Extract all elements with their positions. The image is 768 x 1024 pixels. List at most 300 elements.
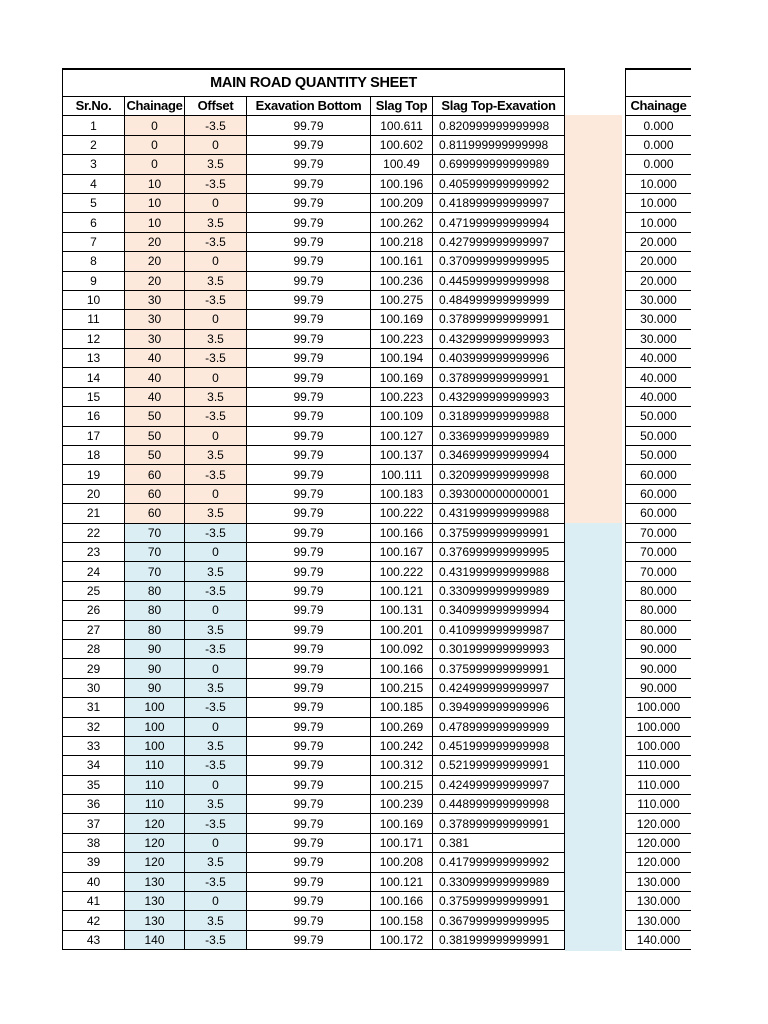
slag-top-cell[interactable]: 100.137 [371,446,433,465]
offset-cell[interactable]: -3.5 [185,756,247,775]
exavation-bottom-cell[interactable]: 99.79 [247,659,371,678]
exavation-bottom-cell[interactable]: 99.79 [247,232,371,251]
offset-cell[interactable]: 3.5 [185,853,247,872]
offset-cell[interactable]: 3.5 [185,213,247,232]
offset-cell[interactable]: 3.5 [185,562,247,581]
chainage-cell[interactable]: 120 [125,833,185,852]
right-chainage-cell[interactable]: 70.000 [626,542,692,561]
slag-top-cell[interactable]: 100.196 [371,174,433,193]
slag-top-cell[interactable]: 100.49 [371,155,433,174]
sr-no-cell[interactable]: 23 [63,542,125,561]
slag-top-cell[interactable]: 100.611 [371,116,433,135]
slag-top-cell[interactable]: 100.209 [371,193,433,212]
slag-top-exavation-cell[interactable]: 0.336999999999989 [433,426,565,445]
slag-top-cell[interactable]: 100.239 [371,795,433,814]
right-chainage-cell[interactable]: 80.000 [626,581,692,600]
offset-cell[interactable]: 3.5 [185,504,247,523]
exavation-bottom-cell[interactable]: 99.79 [247,911,371,930]
slag-top-exavation-cell[interactable]: 0.301999999999993 [433,639,565,658]
slag-top-exavation-cell[interactable]: 0.451999999999998 [433,736,565,755]
chainage-cell[interactable]: 0 [125,135,185,154]
offset-cell[interactable]: 0 [185,659,247,678]
slag-top-cell[interactable]: 100.111 [371,465,433,484]
slag-top-exavation-cell[interactable]: 0.330999999999989 [433,872,565,891]
chainage-cell[interactable]: 80 [125,601,185,620]
slag-top-exavation-cell[interactable]: 0.376999999999995 [433,542,565,561]
sr-no-cell[interactable]: 30 [63,678,125,697]
slag-top-exavation-cell[interactable]: 0.448999999999998 [433,795,565,814]
header-offset[interactable]: Offset [185,97,247,116]
slag-top-cell[interactable]: 100.172 [371,930,433,949]
sr-no-cell[interactable]: 21 [63,504,125,523]
sr-no-cell[interactable]: 24 [63,562,125,581]
slag-top-exavation-cell[interactable]: 0.375999999999991 [433,659,565,678]
right-chainage-cell[interactable]: 110.000 [626,756,692,775]
offset-cell[interactable]: -3.5 [185,232,247,251]
right-chainage-cell[interactable]: 60.000 [626,484,692,503]
slag-top-cell[interactable]: 100.218 [371,232,433,251]
offset-cell[interactable]: 3.5 [185,736,247,755]
offset-cell[interactable]: 0 [185,426,247,445]
sr-no-cell[interactable]: 33 [63,736,125,755]
exavation-bottom-cell[interactable]: 99.79 [247,678,371,697]
right-chainage-cell[interactable]: 110.000 [626,775,692,794]
slag-top-exavation-cell[interactable]: 0.381 [433,833,565,852]
right-chainage-cell[interactable]: 20.000 [626,232,692,251]
slag-top-exavation-cell[interactable]: 0.445999999999998 [433,271,565,290]
chainage-cell[interactable]: 40 [125,349,185,368]
offset-cell[interactable]: 0 [185,717,247,736]
sr-no-cell[interactable]: 20 [63,484,125,503]
sr-no-cell[interactable]: 41 [63,892,125,911]
exavation-bottom-cell[interactable]: 99.79 [247,601,371,620]
right-chainage-cell[interactable]: 130.000 [626,872,692,891]
sheet-title[interactable]: MAIN ROAD QUANTITY SHEET [63,69,565,97]
right-chainage-cell[interactable]: 80.000 [626,620,692,639]
slag-top-exavation-cell[interactable]: 0.346999999999994 [433,446,565,465]
right-chainage-cell[interactable]: 0.000 [626,116,692,135]
offset-cell[interactable]: -3.5 [185,581,247,600]
sr-no-cell[interactable]: 7 [63,232,125,251]
right-chainage-cell[interactable]: 50.000 [626,407,692,426]
chainage-cell[interactable]: 140 [125,930,185,949]
right-chainage-cell[interactable]: 140.000 [626,930,692,949]
chainage-cell[interactable]: 70 [125,523,185,542]
exavation-bottom-cell[interactable]: 99.79 [247,562,371,581]
exavation-bottom-cell[interactable]: 99.79 [247,523,371,542]
slag-top-cell[interactable]: 100.167 [371,542,433,561]
slag-top-exavation-cell[interactable]: 0.417999999999992 [433,853,565,872]
slag-top-cell[interactable]: 100.166 [371,892,433,911]
sr-no-cell[interactable]: 17 [63,426,125,445]
slag-top-exavation-cell[interactable]: 0.431999999999988 [433,562,565,581]
slag-top-exavation-cell[interactable]: 0.403999999999996 [433,349,565,368]
slag-top-exavation-cell[interactable]: 0.432999999999993 [433,387,565,406]
sr-no-cell[interactable]: 15 [63,387,125,406]
exavation-bottom-cell[interactable]: 99.79 [247,271,371,290]
sr-no-cell[interactable]: 9 [63,271,125,290]
chainage-cell[interactable]: 90 [125,639,185,658]
sr-no-cell[interactable]: 3 [63,155,125,174]
header-slag-top[interactable]: Slag Top [371,97,433,116]
right-chainage-cell[interactable]: 90.000 [626,639,692,658]
slag-top-cell[interactable]: 100.158 [371,911,433,930]
exavation-bottom-cell[interactable]: 99.79 [247,833,371,852]
sr-no-cell[interactable]: 18 [63,446,125,465]
right-chainage-cell[interactable]: 130.000 [626,911,692,930]
chainage-cell[interactable]: 10 [125,213,185,232]
right-chainage-cell[interactable]: 10.000 [626,174,692,193]
slag-top-cell[interactable]: 100.242 [371,736,433,755]
exavation-bottom-cell[interactable]: 99.79 [247,504,371,523]
offset-cell[interactable]: 0 [185,135,247,154]
exavation-bottom-cell[interactable]: 99.79 [247,426,371,445]
right-chainage-cell[interactable]: 70.000 [626,562,692,581]
sr-no-cell[interactable]: 16 [63,407,125,426]
offset-cell[interactable]: 3.5 [185,329,247,348]
right-chainage-cell[interactable]: 20.000 [626,252,692,271]
slag-top-cell[interactable]: 100.092 [371,639,433,658]
offset-cell[interactable]: -3.5 [185,698,247,717]
sr-no-cell[interactable]: 8 [63,252,125,271]
slag-top-exavation-cell[interactable]: 0.340999999999994 [433,601,565,620]
slag-top-exavation-cell[interactable]: 0.330999999999989 [433,581,565,600]
sr-no-cell[interactable]: 28 [63,639,125,658]
chainage-cell[interactable]: 30 [125,310,185,329]
slag-top-exavation-cell[interactable]: 0.521999999999991 [433,756,565,775]
slag-top-cell[interactable]: 100.215 [371,775,433,794]
slag-top-exavation-cell[interactable]: 0.418999999999997 [433,193,565,212]
slag-top-exavation-cell[interactable]: 0.378999999999991 [433,814,565,833]
chainage-cell[interactable]: 10 [125,174,185,193]
slag-top-cell[interactable]: 100.169 [371,814,433,833]
chainage-cell[interactable]: 40 [125,368,185,387]
sr-no-cell[interactable]: 29 [63,659,125,678]
slag-top-cell[interactable]: 100.109 [371,407,433,426]
exavation-bottom-cell[interactable]: 99.79 [247,853,371,872]
offset-cell[interactable]: 0 [185,892,247,911]
exavation-bottom-cell[interactable]: 99.79 [247,329,371,348]
slag-top-cell[interactable]: 100.169 [371,310,433,329]
sr-no-cell[interactable]: 5 [63,193,125,212]
slag-top-cell[interactable]: 100.166 [371,659,433,678]
exavation-bottom-cell[interactable]: 99.79 [247,795,371,814]
offset-cell[interactable]: 0 [185,252,247,271]
offset-cell[interactable]: -3.5 [185,523,247,542]
offset-cell[interactable]: -3.5 [185,174,247,193]
slag-top-cell[interactable]: 100.275 [371,290,433,309]
slag-top-exavation-cell[interactable]: 0.471999999999994 [433,213,565,232]
exavation-bottom-cell[interactable]: 99.79 [247,213,371,232]
slag-top-cell[interactable]: 100.602 [371,135,433,154]
right-chainage-cell[interactable]: 0.000 [626,135,692,154]
chainage-cell[interactable]: 70 [125,562,185,581]
slag-top-exavation-cell[interactable]: 0.431999999999988 [433,504,565,523]
exavation-bottom-cell[interactable]: 99.79 [247,446,371,465]
right-chainage-cell[interactable]: 20.000 [626,271,692,290]
sr-no-cell[interactable]: 40 [63,872,125,891]
slag-top-exavation-cell[interactable]: 0.405999999999992 [433,174,565,193]
offset-cell[interactable]: -3.5 [185,465,247,484]
slag-top-cell[interactable]: 100.185 [371,698,433,717]
chainage-cell[interactable]: 80 [125,581,185,600]
offset-cell[interactable]: 3.5 [185,446,247,465]
exavation-bottom-cell[interactable]: 99.79 [247,252,371,271]
chainage-cell[interactable]: 120 [125,814,185,833]
slag-top-cell[interactable]: 100.269 [371,717,433,736]
exavation-bottom-cell[interactable]: 99.79 [247,290,371,309]
chainage-cell[interactable]: 70 [125,542,185,561]
chainage-cell[interactable]: 30 [125,290,185,309]
slag-top-exavation-cell[interactable]: 0.484999999999999 [433,290,565,309]
offset-cell[interactable]: 0 [185,193,247,212]
right-chainage-cell[interactable]: 120.000 [626,833,692,852]
right-chainage-cell[interactable]: 60.000 [626,504,692,523]
chainage-cell[interactable]: 90 [125,678,185,697]
slag-top-exavation-cell[interactable]: 0.394999999999996 [433,698,565,717]
sr-no-cell[interactable]: 10 [63,290,125,309]
chainage-cell[interactable]: 40 [125,387,185,406]
sr-no-cell[interactable]: 22 [63,523,125,542]
offset-cell[interactable]: 3.5 [185,795,247,814]
slag-top-cell[interactable]: 100.121 [371,581,433,600]
exavation-bottom-cell[interactable]: 99.79 [247,581,371,600]
right-chainage-cell[interactable]: 30.000 [626,310,692,329]
chainage-cell[interactable]: 100 [125,736,185,755]
slag-top-exavation-cell[interactable]: 0.393000000000001 [433,484,565,503]
right-chainage-cell[interactable]: 30.000 [626,329,692,348]
chainage-cell[interactable]: 50 [125,426,185,445]
sr-no-cell[interactable]: 35 [63,775,125,794]
header-chainage[interactable]: Chainage [125,97,185,116]
exavation-bottom-cell[interactable]: 99.79 [247,639,371,658]
sr-no-cell[interactable]: 38 [63,833,125,852]
exavation-bottom-cell[interactable]: 99.79 [247,698,371,717]
offset-cell[interactable]: -3.5 [185,639,247,658]
offset-cell[interactable]: -3.5 [185,930,247,949]
right-chainage-cell[interactable]: 120.000 [626,814,692,833]
slag-top-cell[interactable]: 100.215 [371,678,433,697]
exavation-bottom-cell[interactable]: 99.79 [247,814,371,833]
chainage-cell[interactable]: 100 [125,698,185,717]
right-chainage-cell[interactable]: 130.000 [626,892,692,911]
right-chainage-cell[interactable]: 40.000 [626,387,692,406]
offset-cell[interactable]: 0 [185,368,247,387]
sr-no-cell[interactable]: 4 [63,174,125,193]
sr-no-cell[interactable]: 37 [63,814,125,833]
right-chainage-cell[interactable]: 50.000 [626,446,692,465]
right-chainage-cell[interactable]: 100.000 [626,736,692,755]
slag-top-exavation-cell[interactable]: 0.820999999999998 [433,116,565,135]
offset-cell[interactable]: 3.5 [185,620,247,639]
chainage-cell[interactable]: 60 [125,465,185,484]
exavation-bottom-cell[interactable]: 99.79 [247,407,371,426]
exavation-bottom-cell[interactable]: 99.79 [247,465,371,484]
exavation-bottom-cell[interactable]: 99.79 [247,116,371,135]
offset-cell[interactable]: -3.5 [185,349,247,368]
offset-cell[interactable]: 3.5 [185,271,247,290]
chainage-cell[interactable]: 20 [125,271,185,290]
chainage-cell[interactable]: 130 [125,872,185,891]
chainage-cell[interactable]: 110 [125,775,185,794]
slag-top-exavation-cell[interactable]: 0.424999999999997 [433,678,565,697]
slag-top-exavation-cell[interactable]: 0.375999999999991 [433,523,565,542]
slag-top-cell[interactable]: 100.201 [371,620,433,639]
offset-cell[interactable]: 3.5 [185,911,247,930]
sr-no-cell[interactable]: 39 [63,853,125,872]
slag-top-cell[interactable]: 100.183 [371,484,433,503]
exavation-bottom-cell[interactable]: 99.79 [247,349,371,368]
slag-top-cell[interactable]: 100.222 [371,562,433,581]
sr-no-cell[interactable]: 12 [63,329,125,348]
header-exavation-bottom[interactable]: Exavation Bottom [247,97,371,116]
exavation-bottom-cell[interactable]: 99.79 [247,174,371,193]
exavation-bottom-cell[interactable]: 99.79 [247,368,371,387]
slag-top-cell[interactable]: 100.161 [371,252,433,271]
chainage-cell[interactable]: 20 [125,252,185,271]
offset-cell[interactable]: 0 [185,833,247,852]
exavation-bottom-cell[interactable]: 99.79 [247,930,371,949]
chainage-cell[interactable]: 90 [125,659,185,678]
slag-top-exavation-cell[interactable]: 0.699999999999989 [433,155,565,174]
right-chainage-cell[interactable]: 50.000 [626,426,692,445]
chainage-cell[interactable]: 60 [125,484,185,503]
offset-cell[interactable]: 0 [185,601,247,620]
chainage-cell[interactable]: 130 [125,892,185,911]
slag-top-exavation-cell[interactable]: 0.378999999999991 [433,368,565,387]
slag-top-exavation-cell[interactable]: 0.381999999999991 [433,930,565,949]
sr-no-cell[interactable]: 11 [63,310,125,329]
right-chainage-cell[interactable]: 100.000 [626,698,692,717]
slag-top-exavation-cell[interactable]: 0.811999999999998 [433,135,565,154]
right-chainage-cell[interactable]: 10.000 [626,193,692,212]
slag-top-cell[interactable]: 100.131 [371,601,433,620]
right-chainage-cell[interactable]: 0.000 [626,155,692,174]
chainage-cell[interactable]: 30 [125,329,185,348]
exavation-bottom-cell[interactable]: 99.79 [247,542,371,561]
sr-no-cell[interactable]: 19 [63,465,125,484]
sr-no-cell[interactable]: 27 [63,620,125,639]
slag-top-cell[interactable]: 100.222 [371,504,433,523]
right-chainage-cell[interactable]: 110.000 [626,795,692,814]
slag-top-cell[interactable]: 100.127 [371,426,433,445]
right-chainage-cell[interactable]: 40.000 [626,368,692,387]
sr-no-cell[interactable]: 31 [63,698,125,717]
sr-no-cell[interactable]: 42 [63,911,125,930]
exavation-bottom-cell[interactable]: 99.79 [247,717,371,736]
right-chainage-cell[interactable]: 30.000 [626,290,692,309]
sr-no-cell[interactable]: 25 [63,581,125,600]
offset-cell[interactable]: -3.5 [185,872,247,891]
slag-top-cell[interactable]: 100.312 [371,756,433,775]
slag-top-cell[interactable]: 100.262 [371,213,433,232]
slag-top-cell[interactable]: 100.236 [371,271,433,290]
offset-cell[interactable]: 0 [185,542,247,561]
slag-top-exavation-cell[interactable]: 0.432999999999993 [433,329,565,348]
slag-top-exavation-cell[interactable]: 0.318999999999988 [433,407,565,426]
exavation-bottom-cell[interactable]: 99.79 [247,155,371,174]
chainage-cell[interactable]: 0 [125,116,185,135]
header-right-chainage[interactable]: Chainage [626,97,692,116]
offset-cell[interactable]: 3.5 [185,387,247,406]
sr-no-cell[interactable]: 2 [63,135,125,154]
offset-cell[interactable]: -3.5 [185,290,247,309]
slag-top-exavation-cell[interactable]: 0.410999999999987 [433,620,565,639]
slag-top-cell[interactable]: 100.169 [371,368,433,387]
sr-no-cell[interactable]: 32 [63,717,125,736]
exavation-bottom-cell[interactable]: 99.79 [247,310,371,329]
exavation-bottom-cell[interactable]: 99.79 [247,387,371,406]
offset-cell[interactable]: -3.5 [185,814,247,833]
chainage-cell[interactable]: 50 [125,446,185,465]
sr-no-cell[interactable]: 34 [63,756,125,775]
offset-cell[interactable]: -3.5 [185,116,247,135]
chainage-cell[interactable]: 120 [125,853,185,872]
right-chainage-cell[interactable]: 40.000 [626,349,692,368]
right-chainage-cell[interactable]: 70.000 [626,523,692,542]
sr-no-cell[interactable]: 14 [63,368,125,387]
slag-top-exavation-cell[interactable]: 0.478999999999999 [433,717,565,736]
offset-cell[interactable]: 3.5 [185,155,247,174]
offset-cell[interactable]: -3.5 [185,407,247,426]
offset-cell[interactable]: 0 [185,484,247,503]
slag-top-cell[interactable]: 100.171 [371,833,433,852]
slag-top-exavation-cell[interactable]: 0.370999999999995 [433,252,565,271]
sr-no-cell[interactable]: 13 [63,349,125,368]
exavation-bottom-cell[interactable]: 99.79 [247,756,371,775]
chainage-cell[interactable]: 110 [125,756,185,775]
right-chainage-cell[interactable]: 100.000 [626,717,692,736]
chainage-cell[interactable]: 20 [125,232,185,251]
slag-top-exavation-cell[interactable]: 0.367999999999995 [433,911,565,930]
right-chainage-cell[interactable]: 60.000 [626,465,692,484]
right-chainage-cell[interactable]: 10.000 [626,213,692,232]
chainage-cell[interactable]: 60 [125,504,185,523]
exavation-bottom-cell[interactable]: 99.79 [247,193,371,212]
sr-no-cell[interactable]: 6 [63,213,125,232]
offset-cell[interactable]: 0 [185,310,247,329]
header-sr-no[interactable]: Sr.No. [63,97,125,116]
chainage-cell[interactable]: 10 [125,193,185,212]
offset-cell[interactable]: 0 [185,775,247,794]
exavation-bottom-cell[interactable]: 99.79 [247,892,371,911]
exavation-bottom-cell[interactable]: 99.79 [247,620,371,639]
chainage-cell[interactable]: 130 [125,911,185,930]
slag-top-exavation-cell[interactable]: 0.424999999999997 [433,775,565,794]
exavation-bottom-cell[interactable]: 99.79 [247,135,371,154]
slag-top-cell[interactable]: 100.121 [371,872,433,891]
slag-top-cell[interactable]: 100.223 [371,387,433,406]
right-chainage-cell[interactable]: 90.000 [626,678,692,697]
sr-no-cell[interactable]: 36 [63,795,125,814]
chainage-cell[interactable]: 100 [125,717,185,736]
exavation-bottom-cell[interactable]: 99.79 [247,872,371,891]
slag-top-cell[interactable]: 100.223 [371,329,433,348]
chainage-cell[interactable]: 80 [125,620,185,639]
slag-top-exavation-cell[interactable]: 0.320999999999998 [433,465,565,484]
slag-top-cell[interactable]: 100.166 [371,523,433,542]
chainage-cell[interactable]: 50 [125,407,185,426]
right-chainage-cell[interactable]: 120.000 [626,853,692,872]
exavation-bottom-cell[interactable]: 99.79 [247,484,371,503]
sr-no-cell[interactable]: 43 [63,930,125,949]
chainage-cell[interactable]: 0 [125,155,185,174]
offset-cell[interactable]: 3.5 [185,678,247,697]
sr-no-cell[interactable]: 1 [63,116,125,135]
right-chainage-cell[interactable]: 80.000 [626,601,692,620]
slag-top-cell[interactable]: 100.194 [371,349,433,368]
sr-no-cell[interactable]: 26 [63,601,125,620]
